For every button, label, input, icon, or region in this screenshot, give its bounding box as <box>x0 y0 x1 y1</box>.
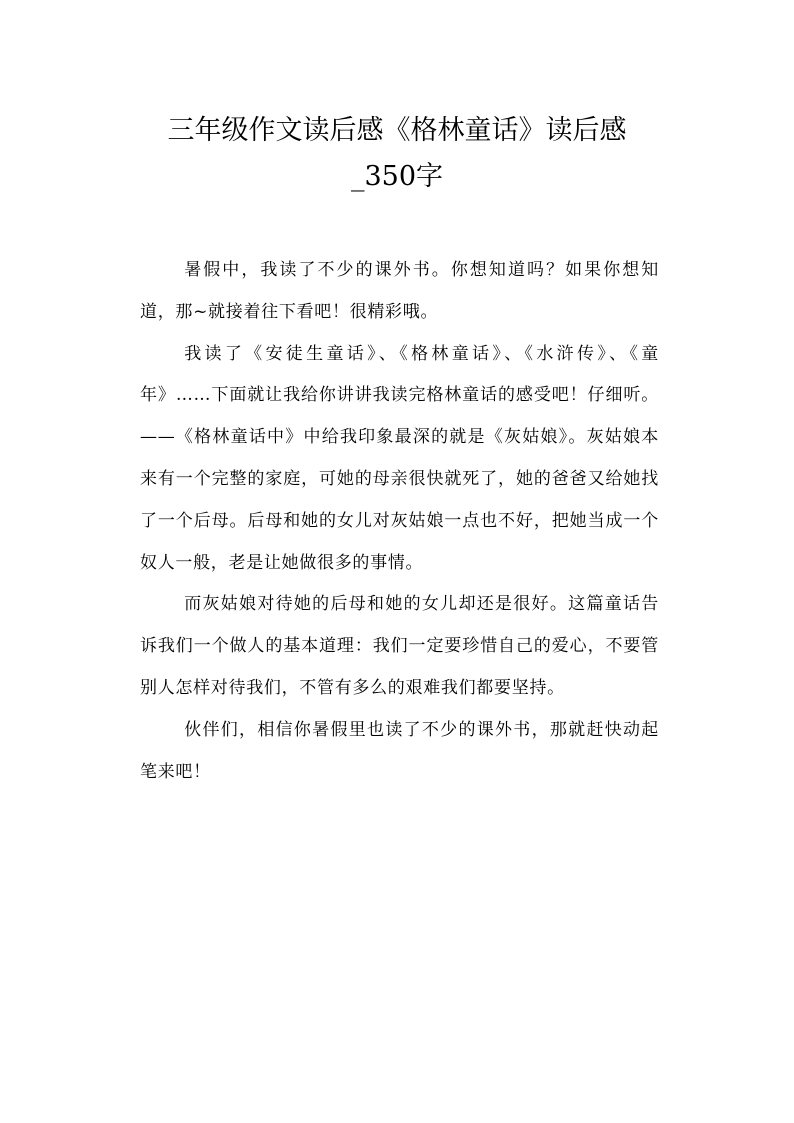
document-body <box>140 250 659 793</box>
paragraph-2: 我读了《安徒生童话》、《格林童话》、《水浒传》、《童年》……下面就让我给你讲讲我读完格林童话的感受吧！仔细听。——《格林童话中》中给我印象最深的就是《灰姑娘》。灰姑娘本来有一个完整的家庭，可她的母亲很快就死了，她的爸爸又给她找了一个后母。后母和她的女儿对灰姑娘一点也不好，把她当成一个奴人一般，老是让她做很多的事情。 <box>140 343 659 573</box>
paragraph-4: 伙伴们，相信你暑假里也读了不少的课外书，那就赶快动起笔来吧！ <box>140 719 659 782</box>
paragraph-3: 而灰姑娘对待她的后母和她的女儿却还是很好。这篇童话告诉我们一个做人的基本道理：我们一定要珍惜自己的爱心，不要管别人怎样对待我们，不管有多么的艰难我们都要坚持。 <box>140 594 659 698</box>
document-title: 三年级作文读后感《格林童话》读后感_350字 <box>167 115 627 192</box>
paragraph-1: 暑假中，我读了不少的课外书。你想知道吗？如果你想知道，那~就接着往下看吧！很精彩哦。 <box>140 260 659 322</box>
